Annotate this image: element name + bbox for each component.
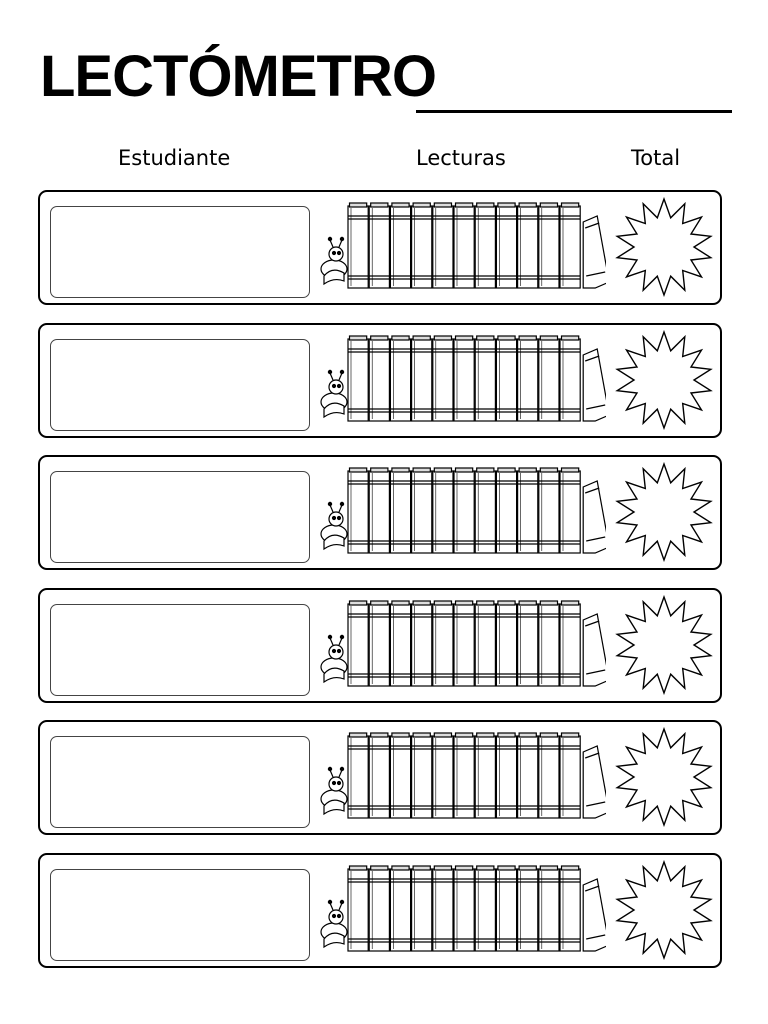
header-student: Estudiante — [118, 146, 231, 170]
book-icon — [496, 468, 516, 553]
book-icon — [496, 601, 516, 686]
book-icon — [433, 733, 453, 818]
book-icon — [369, 866, 389, 951]
book-icon — [496, 866, 516, 951]
student-row — [38, 455, 722, 570]
book-icon — [454, 336, 474, 421]
book-icon — [475, 336, 495, 421]
book-icon — [539, 468, 559, 553]
book-icon — [583, 746, 606, 818]
book-icon — [369, 601, 389, 686]
header-total: Total — [631, 146, 681, 170]
readings-bookshelf[interactable] — [316, 467, 606, 559]
book-icon — [454, 468, 474, 553]
book-icon — [369, 336, 389, 421]
book-icon — [518, 468, 538, 553]
student-row — [38, 720, 722, 835]
book-icon — [348, 733, 368, 818]
star-burst-icon[interactable] — [614, 330, 714, 430]
book-icon — [560, 468, 580, 553]
book-icon — [583, 481, 606, 553]
book-icon — [348, 203, 368, 288]
student-row — [38, 853, 722, 968]
book-icon — [475, 733, 495, 818]
book-icon — [475, 468, 495, 553]
book-icon — [390, 733, 410, 818]
book-icon — [412, 733, 432, 818]
star-burst-icon[interactable] — [614, 197, 714, 297]
book-icon — [348, 866, 368, 951]
book-icon — [583, 879, 606, 951]
book-icon — [369, 468, 389, 553]
star-burst-icon[interactable] — [614, 595, 714, 695]
student-name-field[interactable] — [50, 604, 310, 696]
bug-reading-icon — [321, 502, 347, 549]
book-icon — [433, 336, 453, 421]
book-icon — [518, 203, 538, 288]
book-icon — [539, 336, 559, 421]
readings-bookshelf[interactable] — [316, 202, 606, 294]
book-icon — [560, 733, 580, 818]
book-icon — [390, 203, 410, 288]
book-icon — [369, 733, 389, 818]
book-icon — [454, 866, 474, 951]
book-icon — [583, 614, 606, 686]
student-name-field[interactable] — [50, 339, 310, 431]
book-icon — [390, 601, 410, 686]
student-row — [38, 588, 722, 703]
book-icon — [560, 601, 580, 686]
student-row — [38, 190, 722, 305]
book-icon — [560, 866, 580, 951]
bug-reading-icon — [321, 900, 347, 947]
book-icon — [433, 468, 453, 553]
page-title: LECTÓMETRO — [40, 44, 436, 109]
bug-reading-icon — [321, 635, 347, 682]
student-name-field[interactable] — [50, 736, 310, 828]
readings-bookshelf[interactable] — [316, 732, 606, 824]
readings-bookshelf[interactable] — [316, 865, 606, 957]
star-burst-icon[interactable] — [614, 727, 714, 827]
bug-reading-icon — [321, 767, 347, 814]
book-icon — [369, 203, 389, 288]
student-name-field[interactable] — [50, 206, 310, 298]
star-burst-icon[interactable] — [614, 462, 714, 562]
book-icon — [496, 336, 516, 421]
bug-reading-icon — [321, 237, 347, 284]
student-name-field[interactable] — [50, 869, 310, 961]
book-icon — [454, 733, 474, 818]
book-icon — [539, 866, 559, 951]
book-icon — [433, 203, 453, 288]
header-readings: Lecturas — [416, 146, 506, 170]
book-icon — [518, 866, 538, 951]
book-icon — [518, 601, 538, 686]
readings-bookshelf[interactable] — [316, 600, 606, 692]
book-icon — [433, 866, 453, 951]
book-icon — [539, 203, 559, 288]
bug-reading-icon — [321, 370, 347, 417]
book-icon — [454, 601, 474, 686]
book-icon — [348, 601, 368, 686]
student-name-field[interactable] — [50, 471, 310, 563]
book-icon — [496, 203, 516, 288]
book-icon — [560, 203, 580, 288]
book-icon — [348, 468, 368, 553]
book-icon — [539, 601, 559, 686]
book-icon — [475, 866, 495, 951]
star-burst-icon[interactable] — [614, 860, 714, 960]
book-icon — [412, 203, 432, 288]
book-icon — [412, 336, 432, 421]
book-icon — [583, 216, 606, 288]
book-icon — [390, 336, 410, 421]
book-icon — [390, 866, 410, 951]
book-icon — [560, 336, 580, 421]
book-icon — [390, 468, 410, 553]
book-icon — [412, 866, 432, 951]
student-row — [38, 323, 722, 438]
book-icon — [583, 349, 606, 421]
book-icon — [539, 733, 559, 818]
title-blank-line — [416, 110, 732, 113]
book-icon — [348, 336, 368, 421]
book-icon — [412, 601, 432, 686]
book-icon — [496, 733, 516, 818]
readings-bookshelf[interactable] — [316, 335, 606, 427]
book-icon — [518, 336, 538, 421]
book-icon — [475, 203, 495, 288]
book-icon — [518, 733, 538, 818]
book-icon — [475, 601, 495, 686]
book-icon — [454, 203, 474, 288]
book-icon — [433, 601, 453, 686]
book-icon — [412, 468, 432, 553]
